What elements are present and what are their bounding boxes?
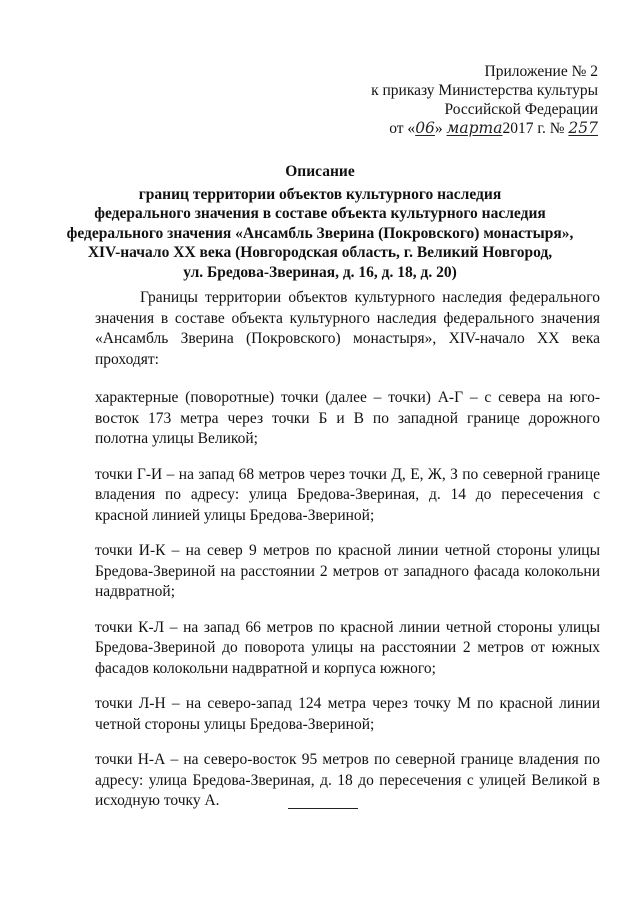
- order-reference: к приказу Министерства культуры: [371, 82, 598, 99]
- appendix-header: [338, 62, 598, 138]
- boundary-paragraph: точки К-Л – на запад 66 метров по красной линии четной стороны улицы Бредова-Звериной до поворота улицы на расстоянии 2 метров от южных фасадов колокольни надвратной и корпуса южного;: [95, 618, 600, 677]
- boundary-paragraph: точки Г-И – на запад 68 метров через точки Д, Е, Ж, З по северной границе владения по адресу: улица Бредова-Звериная, д. 14 до пересечения с красной линией улицы Бредова-Звериной;: [95, 465, 600, 524]
- closing-divider: [288, 808, 358, 809]
- handwritten-month: марта: [446, 119, 503, 137]
- boundary-paragraph: характерные (поворотные) точки (далее – точки) А-Г – с севера на юго-восток 173 метра через точки Б и В по западной границе дорожного полотна улицы Великой;: [95, 389, 600, 447]
- title-line: границ территории объектов культурного наследия: [138, 185, 502, 203]
- boundary-paragraph: точки Л-Н – на северо-запад 124 метра через точку М по красной линии четной стороны улицы Бредова-Звериной;: [95, 695, 600, 733]
- document-body: [95, 288, 600, 827]
- title-line: XIV-начало XX века (Новгородская область, г. Великий Новгород,: [87, 244, 553, 261]
- title-line: федерального значения в составе объекта культурного наследия: [94, 205, 546, 222]
- document-title: [40, 162, 600, 282]
- boundary-paragraph: точки И-К – на север 9 метров по красной линии четной стороны улицы Бредова-Звериной на расстоянии 2 метров от западного фасада колокольни надвратной;: [95, 542, 600, 600]
- title-line: федерального значения «Ансамбль Зверина (Покровского) монастыря»,: [66, 224, 574, 242]
- handwritten-day: 06: [415, 119, 435, 137]
- order-date-line: [338, 119, 598, 138]
- handwritten-order-number: 257: [568, 119, 598, 137]
- date-prefix: от «: [389, 120, 416, 137]
- title-line: ул. Бредова-Звериная, д. 16, д. 18, д. 20): [183, 263, 457, 281]
- date-quote-close: »: [434, 120, 443, 137]
- appendix-number: Приложение № 2: [484, 63, 598, 80]
- boundary-paragraph: точки Н-А – на северо-восток 95 метров по северной границе владения по адресу: улица Бредова-Звериная, д. 18 до пересечения с улицей Великой в исходную точку А.: [95, 751, 600, 809]
- date-year: 2017 г. №: [502, 120, 565, 137]
- intro-paragraph: Границы территории объектов культурного наследия федерального значения в составе объекта культурного наследия федерального значения «Ансамбль Зверина (Покровского) монастыря», XIV-начало XX века проходят:: [95, 289, 600, 368]
- title-heading: Описание: [285, 163, 355, 180]
- ministry-country: Российской Федерации: [444, 101, 598, 118]
